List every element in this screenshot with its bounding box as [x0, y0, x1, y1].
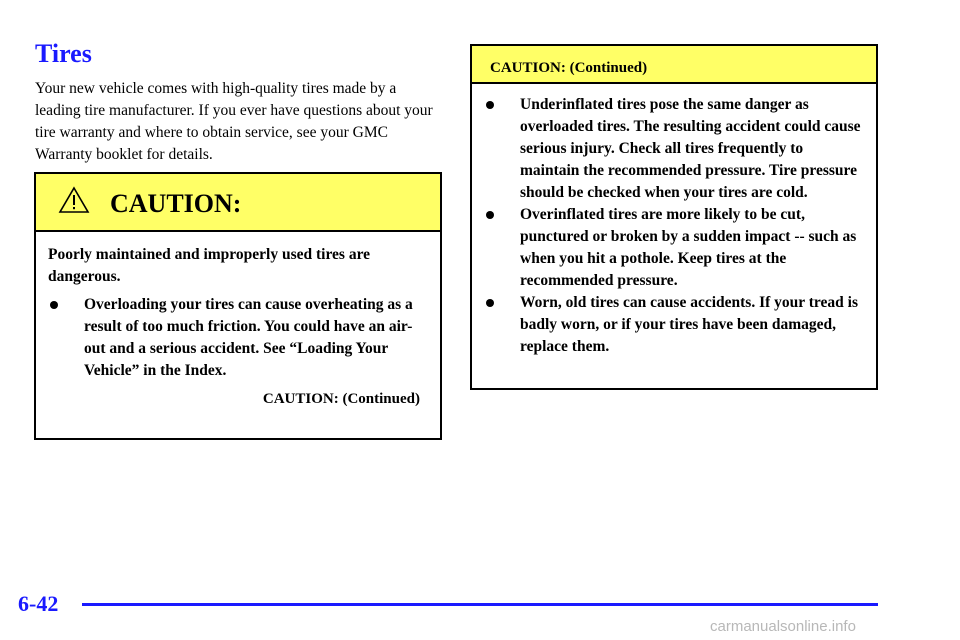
bullet-text: Worn, old tires can cause accidents. If your tread is badly worn, or if your tires have been damaged, replace them. [520, 294, 858, 355]
bullet-dot-icon [486, 101, 494, 109]
watermark-text: carmanualsonline.info [710, 618, 856, 635]
bullet-text: Overloading your tires can cause overheating as a result of too much friction. You could have an air-out and a serious accident. See “Loading Your Vehicle” in the Index. [84, 296, 413, 379]
caution-bullet-list [484, 94, 864, 358]
caution-box-right [470, 44, 878, 390]
list-item [484, 292, 864, 358]
caution-continued-label: CAUTION: (Continued) [262, 391, 420, 407]
caution-bullet-list [48, 294, 428, 382]
caution-body [36, 232, 440, 410]
bullet-text: Overinflated tires are more likely to be cut, punctured or broken by a sudden impact -- such as when you hit a pothole. Keep tires at the recommended pressure. [520, 206, 857, 289]
bullet-dot-icon [50, 301, 58, 309]
page-number: 6-42 [18, 591, 59, 616]
list-item [48, 294, 428, 382]
page-title: Tires [35, 39, 92, 68]
caution-heading: CAUTION: [110, 189, 242, 218]
caution-intro-text: Poorly maintained and improperly used tires are dangerous. [48, 246, 371, 285]
footer-divider [82, 603, 878, 606]
caution-continued-header: CAUTION: (Continued) [472, 46, 876, 84]
intro-paragraph: Your new vehicle comes with high-quality tires made by a leading tire manufacturer. If you ever have questions about your tire warranty and where to obtain service, see your GMC Warranty booklet for details. [35, 80, 433, 163]
bullet-dot-icon [486, 211, 494, 219]
list-item [484, 94, 864, 204]
caution-header-band [36, 174, 440, 232]
bullet-dot-icon [486, 299, 494, 307]
warning-triangle-icon [58, 186, 90, 214]
caution-box-left [34, 172, 442, 440]
caution-body [472, 84, 876, 358]
bullet-text: Underinflated tires pose the same danger as overloaded tires. The resulting accident could cause serious injury. Check all tires frequently to maintain the recommended pressure. Tire pressure should be checked when your tires are cold. [520, 96, 861, 201]
list-item [484, 204, 864, 292]
